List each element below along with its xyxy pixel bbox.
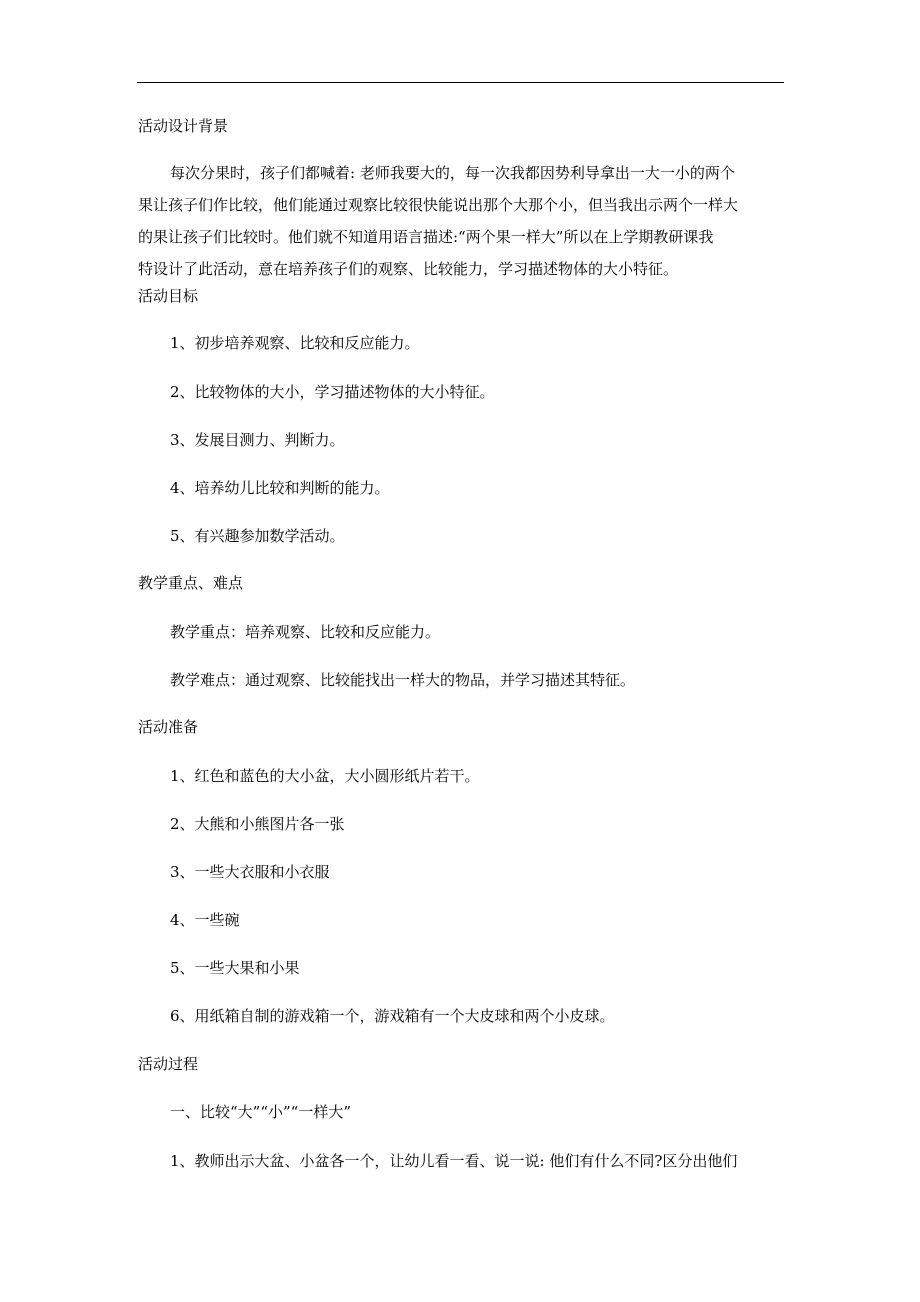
heading-preparation: 活动准备	[138, 718, 199, 736]
heading-key-points: 教学重点、难点	[138, 574, 244, 592]
header-rule	[137, 82, 784, 83]
prep-item: 4、一些碗	[170, 911, 240, 929]
prep-item: 1、红色和蓝色的大小盆，大小圆形纸片若干。	[170, 767, 480, 785]
prep-item: 2、大熊和小熊图片各一张	[170, 815, 345, 833]
prep-item: 3、一些大衣服和小衣服	[170, 863, 330, 881]
goal-item: 1、初步培养观察、比较和反应能力。	[170, 334, 420, 352]
goal-item: 2、比较物体的大小，学习描述物体的大小特征。	[170, 383, 495, 401]
prep-item: 6、用纸箱自制的游戏箱一个，游戏箱有一个大皮球和两个小皮球。	[170, 1007, 615, 1025]
key-point-item: 教学重点：培养观察、比较和反应能力。	[170, 623, 441, 641]
key-point-item: 教学难点：通过观察、比较能找出一样大的物品，并学习描述其特征。	[170, 671, 636, 689]
background-paragraph	[138, 157, 784, 285]
background-line: 的果让孩子们比较时。他们就不知道用语言描述:“两个果一样大”所以在上学期教研课我	[138, 228, 714, 246]
goal-item: 3、发展目测力、判断力。	[170, 431, 345, 449]
goal-item: 4、培养幼儿比较和判断的能力。	[170, 479, 390, 497]
background-line: 每次分果时，孩子们都喊着: 老师我要大的，每一次我都因势利导拿出一大一小的两个	[170, 164, 735, 182]
heading-background: 活动设计背景	[138, 117, 229, 135]
process-item: 1、教师出示大盆、小盆各一个，让幼儿看一看、说一说: 他们有什么不同?区分出他们	[170, 1152, 738, 1170]
heading-process: 活动过程	[138, 1055, 199, 1073]
prep-item: 5、一些大果和小果	[170, 959, 300, 977]
background-line: 特设计了此活动，意在培养孩子们的观察、比较能力，学习描述物体的大小特征。	[138, 260, 679, 278]
heading-goals: 活动目标	[138, 287, 199, 305]
goal-item: 5、有兴趣参加数学活动。	[170, 527, 345, 545]
process-item: 一、比较“大”“小”“一样大”	[170, 1103, 352, 1121]
background-line: 果让孩子们作比较，他们能通过观察比较很快能说出那个大那个小，但当我出示两个一样大	[138, 196, 739, 214]
